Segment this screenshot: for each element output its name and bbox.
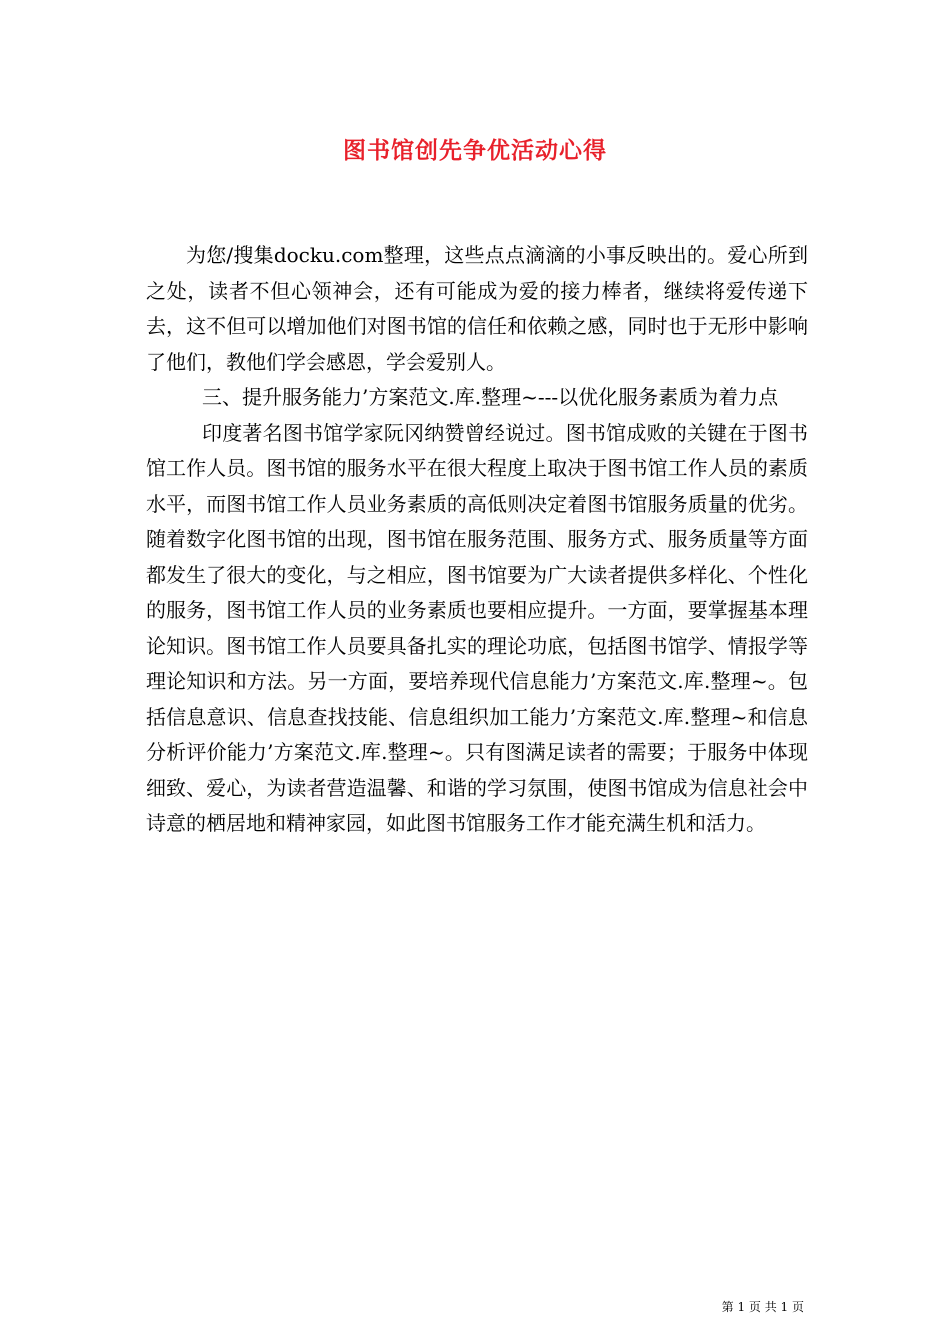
document-body — [146, 238, 808, 842]
page-title: 图书馆创先争优活动心得 — [343, 137, 607, 164]
section-heading-3: 三、提升服务能力’方案范文.库.整理~---以优化服务素质为着力点 — [202, 385, 779, 409]
paragraph-2: 印度著名图书馆学家阮冈纳赞曾经说过。图书馆成败的关键在于图书馆工作人员。图书馆的服务水平在很大程度上取决于图书馆工作人员的素质水平，而图书馆工作人员业务素质的高低则决定着图书馆服务质量的优劣。随着数字化图书馆的出现，图书馆在服务范围、服务方式、服务质量等方面都发生了很大的变化，与之相应，图书馆要为广大读者提供多样化、个性化的服务，图书馆工作人员的业务素质也要相应提升。一方面，要掌握基本理论知识。图书馆工作人员要具备扎实的理论功底，包括图书馆学、情报学等理论知识和方法。另一方面，要培养现代信息能力’方案范文.库.整理~。包括信息意识、信息查找技能、信息组织加工能力’方案范文.库.整理~和信息分析评价能力’方案范文.库.整理~。只有图满足读者的需要；于服务中体现细致、爱心，为读者营造温馨、和谐的学习氛围，使图书馆成为信息社会中诗意的栖居地和精神家园，如此图书馆服务工作才能充满生机和活力。 — [146, 420, 808, 835]
page-number: 第 1 页 共 1 页 — [721, 1300, 804, 1314]
paragraph-1: 为您/搜集docku.com整理，这些点点滴滴的小事反映出的。爱心所到之处，读者不但心领神会，还有可能成为爱的接力棒者，继续将爱传递下去，这不但可以增加他们对图书馆的信任和依赖之感，同时也于无形中影响了他们，教他们学会感恩，学会爱别人。 — [146, 243, 808, 374]
